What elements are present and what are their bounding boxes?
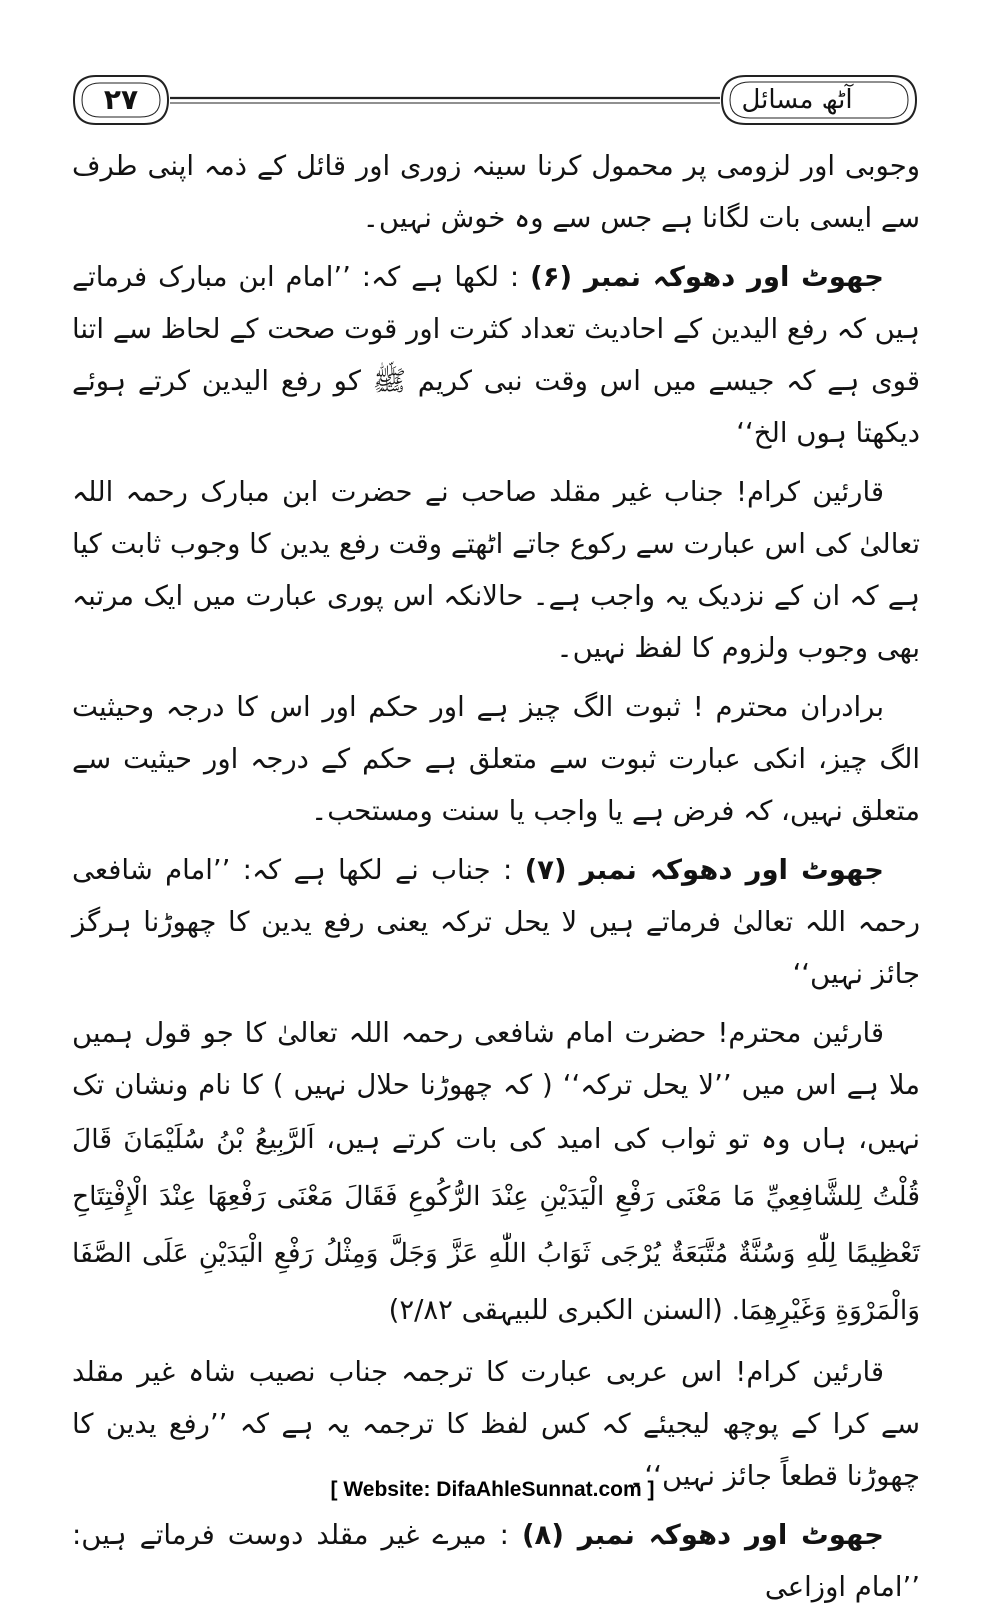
paragraph bbox=[72, 1007, 920, 1339]
paragraph bbox=[72, 844, 920, 1000]
paragraph bbox=[72, 251, 920, 459]
paragraph-text: قارئین محترم! حضرت امام شافعی رحمہ اللہ تعالیٰ کا جو قول ہمیں ملا ہے اس میں ’’لا یحل ترکہ‘‘ ( کہ چھوڑنا حلال نہیں ) کا نام ونشان تک نہیں، ہاں وہ تو ثواب کی امید کی بات کرتے ہیں، bbox=[72, 1017, 920, 1155]
section-label: جھوٹ اور دھوکہ نمبر (۶) bbox=[530, 261, 884, 293]
paragraph bbox=[72, 466, 920, 674]
paragraph-text: قارئین کرام! اس عربی عبارت کا ترجمہ جناب نصیب شاہ غیر مقلد سے کرا کے پوچھ لیجیئے کہ کس لفظ کا ترجمہ یہ ہے کہ ’’رفع یدین کا چھوڑنا قطعاً جائز نہیں‘‘۔ bbox=[72, 1356, 920, 1492]
paragraph-text: : میرے غیر مقلد دوست فرماتے ہیں: ’’امام اوزاعی bbox=[72, 1519, 920, 1603]
arabic-quote: اَلرَّبِيعُ بْنُ سُلَيْمَانَ قَالَ قُلْتُ لِلشَّافِعِيِّ مَا مَعْنَى رَفْعِ الْيَدَيْنِ عِنْدَ الرُّكُوعِ فَقَالَ مَعْنَى رَفْعِهَا عِنْدَ الْإِفْتِتَاحِ تَعْظِيمًا لِلّٰهِ وَسُنَّةٌ مُتَّبَعَةٌ يُرْجَى ثَوَابُ اللّٰهِ عَزَّ وَجَلَّ وَمِثْلُ رَفْعِ الْيَدَيْنِ عَلَى الصَّفَا وَالْمَرْوَةِ وَغَيْرِهِمَا. bbox=[72, 1124, 920, 1326]
paragraph-text: قارئین کرام! جناب غیر مقلد صاحب نے حضرت ابن مبارک رحمہ اللہ تعالیٰ کی اس عبارت سے رکوع جاتے اٹھتے وقت رفع یدین کا وجوب ثابت کیا ہے کہ ان کے نزدیک یہ واجب ہے۔ حالانکہ اس پوری عبارت میں ایک مرتبہ بھی وجوب ولزوم کا لفظ نہیں۔ bbox=[72, 476, 920, 664]
paragraph bbox=[72, 1509, 920, 1613]
paragraph-text: : لکھا ہے کہ: ’’امام ابن مبارک فرماتے ہیں کہ رفع الیدین کے احادیث تعداد کثرت اور قوت صحت کے لحاظ سے اتنا قوی ہے کہ جیسے میں اس وقت نبی کریم ﷺ کو رفع الیدین کرتے ہوئے دیکھتا ہوں الخ‘‘ bbox=[72, 261, 920, 449]
page-header bbox=[70, 66, 920, 136]
section-label: جھوٹ اور دھوکہ نمبر (۷) bbox=[524, 854, 884, 886]
paragraph bbox=[72, 681, 920, 837]
citation: (السنن الکبری للبیہقی ۲/۸۲) bbox=[388, 1294, 732, 1326]
page-number: ۲۷ bbox=[103, 83, 139, 116]
paragraph-text: : جناب نے لکھا ہے کہ: ’’امام شافعی رحمہ اللہ تعالیٰ فرماتے ہیں لا یحل ترکہ یعنی رفع یدین کا چھوڑنا ہرگز جائز نہیں‘‘ bbox=[72, 854, 920, 990]
website-footer: [ Website: DifaAhleSunnat.com ] bbox=[330, 1478, 655, 1501]
running-title: آٹھ مسائل bbox=[741, 85, 853, 115]
paragraph-text: برادران محترم ! ثبوت الگ چیز ہے اور حکم اور اس کا درجہ وحیثیت الگ چیز، انکی عبارت ثبوت سے متعلق ہے حکم کے درجہ اور حیثیت سے متعلق نہیں، کہ فرض ہے یا واجب یا سنت ومستحب۔ bbox=[72, 691, 920, 827]
section-label: جھوٹ اور دھوکہ نمبر (۸) bbox=[521, 1519, 884, 1551]
paragraph-text: وجوبی اور لزومی پر محمول کرنا سینہ زوری اور قائل کے ذمہ اپنی طرف سے ایسی بات لگانا ہے جس سے وہ خوش نہیں۔ bbox=[72, 150, 920, 234]
paragraph bbox=[72, 140, 920, 244]
